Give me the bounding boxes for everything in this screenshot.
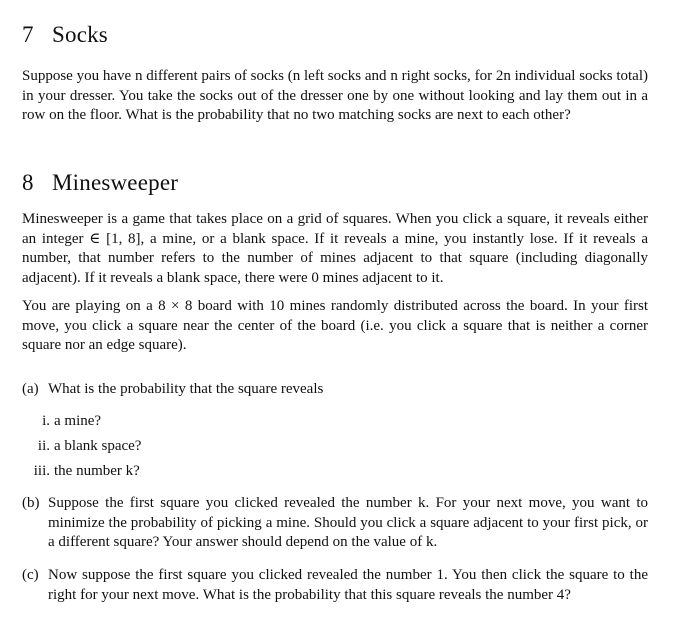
part-a-sub-ii-text: a blank space? [54,438,142,454]
part-a-sub-iii-label: iii. [33,463,50,479]
section-7-body: Suppose you have n different pairs of socks (n left socks and n right socks, for 2n individual socks total) in your dresser. You take the socks out of the dresser one by one without looking and lay them out in a row on the floor. What is the probability that no two matching socks are next to each other? [22,68,648,124]
part-a [22,380,648,400]
part-c-label: (c) [22,567,39,583]
part-c-text: Now suppose the first square you clicked revealed the number 1. You then click the square to the right for your next move. What is the probability that this square reveals the number 4? [48,567,648,603]
part-a-sub-ii [24,437,141,457]
part-a-sub-iii [24,462,140,482]
part-b-label: (b) [22,495,40,511]
section-7-number: 7 [22,22,34,47]
section-8-number: 8 [22,170,34,195]
section-8-heading [22,170,178,196]
part-a-sub-ii-label: ii. [37,438,50,454]
section-8-title: Minesweeper [52,170,179,195]
section-7-heading [22,22,108,48]
part-a-sub-i [24,412,101,432]
section-8-paragraph-2: You are playing on a 8 × 8 board with 10 mines randomly distributed across the board. In your first move, you click a square near the center of the board (i.e. you click a square that is neither a corner square nor an edge square). [22,298,648,354]
part-a-sub-i-label: i. [42,413,50,429]
section-8-paragraph-1: Minesweeper is a game that takes place on a grid of squares. When you click a square, it reveals either an integer ∈ [1, 8], a mine, or a blank space. If it reveals a mine, you instantly lose. If it reveals a number, that number refers to the number of mines adjacent to that square (including diagonally adjacent). If it reveals a blank space, there were 0 mines adjacent to it. [22,211,648,286]
part-a-sub-iii-text: the number k? [54,463,140,479]
section-7-title: Socks [52,22,108,47]
part-b [22,494,648,553]
part-a-label: (a) [22,381,39,397]
part-b-text: Suppose the first square you clicked revealed the number k. For your next move, you want to minimize the probability of picking a mine. Should you click a square adjacent to your first pick, or a different square? Your answer should depend on the value of k. [48,495,648,551]
part-a-text: What is the probability that the square reveals [48,381,324,397]
part-c [22,566,648,605]
part-a-sub-i-text: a mine? [54,413,102,429]
